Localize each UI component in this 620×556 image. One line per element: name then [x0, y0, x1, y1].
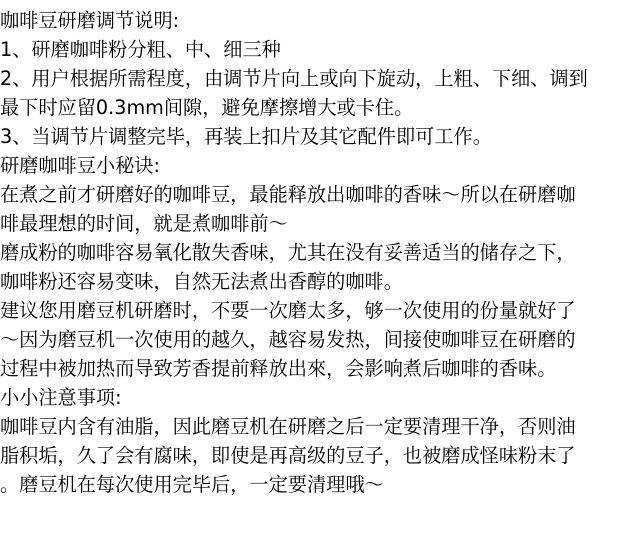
text-line-tips-3: 磨成粉的咖啡容易氧化散失香味，尤其在没有妥善适当的储存之下，	[0, 241, 576, 264]
text-line-tips-4: 咖啡粉还容易变味，自然无法煮出香醇的咖啡。	[0, 270, 403, 293]
text-line-tips-6: ～因为磨豆机一次使用的越久，越容易发热，间接使咖啡豆在研磨的	[0, 328, 576, 351]
heading-adjustment-instructions: 咖啡豆研磨调节说明:	[0, 9, 180, 32]
text-line-item-2-cont: 最下时应留0.3mm间隙，避免摩擦增大或卡住。	[0, 96, 414, 119]
text-line-notes-3: 。磨豆机在每次使用完毕后，一定要清理哦～	[0, 473, 384, 496]
text-line-item-1: 1、研磨咖啡粉分粗、中、细三种	[0, 38, 281, 61]
text-line-tips-5: 建议您用磨豆机研磨时，不要一次磨太多，够一次使用的份量就好了	[0, 299, 576, 322]
text-line-item-3: 3、当调节片调整完毕，再装上扣片及其它配件即可工作。	[0, 125, 492, 148]
heading-notes: 小小注意事项:	[0, 386, 122, 409]
text-line-tips-2: 啡最理想的时间，就是煮咖啡前～	[0, 212, 288, 235]
heading-grinding-tips: 研磨咖啡豆小秘诀:	[0, 154, 160, 177]
text-line-notes-1: 咖啡豆内含有油脂，因此磨豆机在研磨之后一定要清理干净，否则油	[0, 415, 576, 438]
text-line-tips-7: 过程中被加热而导致芳香提前释放出來，会影响煮后咖啡的香味。	[0, 357, 557, 380]
text-line-notes-2: 脂积垢，久了会有腐味，即使是再高级的豆子，也被磨成怪味粉末了	[0, 444, 576, 467]
text-line-item-2: 2、用户根据所需程度，由调节片向上或向下旋动，上粗、下细、调到	[0, 67, 588, 90]
text-line-tips-1: 在煮之前才研磨好的咖啡豆，最能释放出咖啡的香味～所以在研磨咖	[0, 183, 576, 206]
